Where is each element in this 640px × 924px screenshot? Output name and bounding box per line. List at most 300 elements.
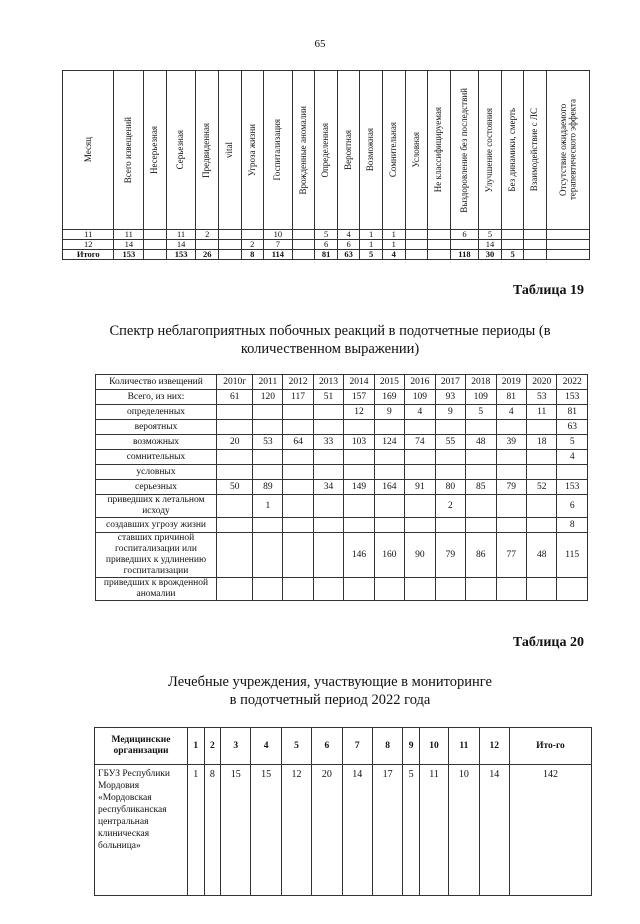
table-cell — [557, 465, 588, 480]
table-cell: 33 — [313, 435, 343, 450]
table-cell: 79 — [435, 533, 465, 578]
table-cell: 5 — [466, 405, 496, 420]
table-cell — [217, 465, 253, 480]
table-cell: 48 — [526, 533, 556, 578]
row-label: Всего, из них: — [96, 390, 217, 405]
table-cell — [313, 495, 343, 518]
table-cell — [217, 495, 253, 518]
column-header-text: Без динамики, смерть — [506, 108, 517, 192]
table-cell — [496, 518, 526, 533]
table-cell — [283, 578, 313, 601]
table-cell: 64 — [283, 435, 313, 450]
table-cell: 109 — [405, 390, 435, 405]
table-cell — [496, 578, 526, 601]
table-cell: 169 — [374, 390, 404, 405]
table-cell: 10 — [264, 230, 293, 240]
table-cell — [217, 533, 253, 578]
row-label: возможных — [96, 435, 217, 450]
column-header — [218, 71, 241, 230]
column-header-text: Всего извещений — [123, 116, 134, 184]
table-cell: 10 — [449, 765, 479, 896]
year-header: 2011 — [253, 375, 283, 390]
table-cell: 80 — [435, 480, 465, 495]
table-cell — [526, 450, 556, 465]
column-header-text: Выздоровление без последствий — [458, 87, 469, 213]
column-header-text: Вероятная — [342, 130, 353, 170]
table-cell: 34 — [313, 480, 343, 495]
header-notification-count: Количество извещений — [96, 375, 217, 390]
column-header — [241, 71, 264, 230]
total-header: Ито-го — [509, 728, 591, 765]
column-header — [524, 71, 547, 230]
table-cell — [501, 230, 524, 240]
column-header — [114, 71, 144, 230]
table-cell — [292, 250, 315, 260]
table-row — [95, 765, 592, 896]
table-cell: 11 — [166, 230, 196, 240]
table-cell — [435, 450, 465, 465]
table-cell: 5 — [557, 435, 588, 450]
table-cell: 20 — [312, 765, 342, 896]
table3-header-row — [95, 728, 592, 765]
column-header — [382, 71, 405, 230]
column-header-text: Предвиденная — [201, 122, 212, 178]
table-row — [96, 420, 588, 435]
table-20-title-line2: в подотчетный период 2022 года — [229, 692, 431, 708]
table-cell: 153 — [166, 250, 196, 260]
table-cell — [283, 405, 313, 420]
month-header: 10 — [419, 728, 448, 765]
table-cell — [144, 230, 167, 240]
column-header-text: Сомнительная — [388, 122, 398, 178]
year-header: 2014 — [344, 375, 374, 390]
year-header: 2012 — [283, 375, 313, 390]
table-cell — [253, 465, 283, 480]
table-cell — [546, 230, 589, 240]
table-cell: 50 — [217, 480, 253, 495]
table-cell — [217, 450, 253, 465]
table-row — [96, 405, 588, 420]
table-row — [96, 435, 588, 450]
table-cell: 164 — [374, 480, 404, 495]
column-header-text: Несерьезная — [149, 125, 160, 175]
table-cell — [435, 420, 465, 435]
month-header: 1 — [188, 728, 205, 765]
adverse-reactions-spectrum-table — [95, 374, 588, 601]
column-header — [450, 71, 479, 230]
table-cell — [253, 405, 283, 420]
table-cell — [144, 250, 167, 260]
table-cell: 93 — [435, 390, 465, 405]
table-cell — [283, 465, 313, 480]
year-header: 2013 — [313, 375, 343, 390]
table-cell: 4 — [337, 230, 360, 240]
table2-header-row — [96, 375, 588, 390]
table-row — [63, 240, 590, 250]
year-header: 2022 — [557, 375, 588, 390]
table-cell: 18 — [526, 435, 556, 450]
table-cell: 52 — [526, 480, 556, 495]
table-cell — [344, 420, 374, 435]
table-cell: 51 — [313, 390, 343, 405]
table-cell — [466, 578, 496, 601]
table-cell — [253, 578, 283, 601]
table-cell: 160 — [374, 533, 404, 578]
row-label: приведших к врожденной аномалии — [96, 578, 217, 601]
table-cell: 20 — [217, 435, 253, 450]
table-cell — [466, 495, 496, 518]
month-header: 12 — [479, 728, 509, 765]
table-cell — [217, 420, 253, 435]
table-cell — [218, 240, 241, 250]
column-header — [405, 71, 428, 230]
column-header — [360, 71, 383, 230]
column-header — [428, 71, 451, 230]
table-cell — [466, 465, 496, 480]
table-cell: 1 — [360, 240, 383, 250]
table-cell: 1 — [382, 240, 405, 250]
table-cell — [524, 240, 547, 250]
table-cell: 6 — [557, 495, 588, 518]
table-cell: 118 — [450, 250, 479, 260]
column-header — [166, 71, 196, 230]
table-cell — [496, 420, 526, 435]
table-cell: 5 — [479, 230, 502, 240]
table-cell — [428, 230, 451, 240]
month-header: 6 — [312, 728, 342, 765]
table-cell: 15 — [221, 765, 251, 896]
table-cell: 14 — [479, 240, 502, 250]
table-cell: 55 — [435, 435, 465, 450]
table-row — [96, 518, 588, 533]
column-header — [196, 71, 219, 230]
row-label: ставших причиной госпитализации или приведших к удлинению госпитализации — [96, 533, 217, 578]
table-cell: 2 — [435, 495, 465, 518]
table-cell: 77 — [496, 533, 526, 578]
table-cell: 109 — [466, 390, 496, 405]
month-header: 9 — [403, 728, 420, 765]
table-cell: 2 — [241, 240, 264, 250]
participating-institutions-table — [94, 727, 592, 896]
table-cell: 103 — [344, 435, 374, 450]
table-cell: 146 — [344, 533, 374, 578]
column-header-text: Отсутствие ожидаемого терапевтического эффекта — [557, 99, 577, 201]
table-row — [96, 533, 588, 578]
table-cell: 117 — [283, 390, 313, 405]
table-cell: 30 — [479, 250, 502, 260]
row-label: создавших угрозу жизни — [96, 518, 217, 533]
table-cell — [405, 518, 435, 533]
column-header — [501, 71, 524, 230]
table-19-title: Спектр неблагоприятных побочных реакций в подотчетные периоды (в количественном выражении) — [109, 323, 551, 357]
table-cell: 7 — [264, 240, 293, 250]
table-cell: 79 — [496, 480, 526, 495]
table-cell: 153 — [557, 480, 588, 495]
table-cell — [524, 250, 547, 260]
column-header — [315, 71, 338, 230]
column-header-text: vital — [224, 142, 235, 158]
table-20-caption: Таблица 20 — [512, 635, 584, 650]
table-cell: 12 — [344, 405, 374, 420]
table-20-title — [100, 673, 560, 709]
table-cell: 39 — [496, 435, 526, 450]
table-cell: 74 — [405, 435, 435, 450]
table-cell — [374, 420, 404, 435]
column-header-text: Определенная — [320, 122, 331, 178]
table-cell: 1 — [360, 230, 383, 240]
table-cell — [374, 465, 404, 480]
table-cell — [405, 240, 428, 250]
table-cell: 11 — [419, 765, 448, 896]
table-cell — [217, 518, 253, 533]
table-cell: 53 — [526, 390, 556, 405]
table-row — [96, 578, 588, 601]
table-cell: 4 — [405, 405, 435, 420]
table-cell: 8 — [241, 250, 264, 260]
table-cell: 63 — [557, 420, 588, 435]
table-cell — [144, 240, 167, 250]
table-cell: 153 — [114, 250, 144, 260]
row-label: сомнительных — [96, 450, 217, 465]
table-cell — [313, 578, 343, 601]
table-cell — [450, 240, 479, 250]
table-cell: 124 — [374, 435, 404, 450]
table-cell — [313, 518, 343, 533]
row-label: серьезных — [96, 480, 217, 495]
table-cell: 9 — [374, 405, 404, 420]
table-cell — [344, 465, 374, 480]
table-cell — [405, 450, 435, 465]
table-cell — [435, 465, 465, 480]
table-cell: 89 — [253, 480, 283, 495]
table-cell — [292, 230, 315, 240]
column-header — [292, 71, 315, 230]
table-cell: 12 — [63, 240, 114, 250]
table-cell: 5 — [360, 250, 383, 260]
column-header-text: Угроза жизни — [246, 123, 257, 177]
table-cell — [526, 578, 556, 601]
table-cell — [466, 420, 496, 435]
column-header-text: Госпитализация — [272, 119, 283, 181]
table-cell — [501, 240, 524, 250]
table-cell — [526, 495, 556, 518]
table-cell: 120 — [253, 390, 283, 405]
table-cell: 14 — [342, 765, 372, 896]
table-cell: 1 — [253, 495, 283, 518]
table-cell: 2 — [196, 230, 219, 240]
table-cell — [344, 578, 374, 601]
table-cell: 6 — [337, 240, 360, 250]
table-cell: 11 — [526, 405, 556, 420]
table-cell: 90 — [405, 533, 435, 578]
adverse-reactions-by-month-table — [62, 70, 590, 260]
table-cell — [313, 405, 343, 420]
table-cell: 6 — [315, 240, 338, 250]
year-header: 2018 — [466, 375, 496, 390]
column-header — [337, 71, 360, 230]
table-cell: 157 — [344, 390, 374, 405]
column-header — [479, 71, 502, 230]
column-header — [264, 71, 293, 230]
table-cell: 5 — [403, 765, 420, 896]
table-cell: 81 — [315, 250, 338, 260]
table-cell — [283, 480, 313, 495]
table-cell: 91 — [405, 480, 435, 495]
table-cell — [344, 450, 374, 465]
table-cell — [196, 240, 219, 250]
table-cell — [405, 230, 428, 240]
table-cell — [405, 250, 428, 260]
table-cell — [374, 450, 404, 465]
table-cell: Итого — [63, 250, 114, 260]
year-header: 2019 — [496, 375, 526, 390]
column-header — [63, 71, 114, 230]
table-cell: 53 — [253, 435, 283, 450]
table-cell — [546, 240, 589, 250]
table-cell — [217, 405, 253, 420]
table-cell: 15 — [251, 765, 281, 896]
column-header-text: Не классифицируемая — [433, 107, 444, 193]
table-cell: 153 — [557, 390, 588, 405]
table-cell: 4 — [557, 450, 588, 465]
table-cell — [218, 230, 241, 240]
table-cell — [241, 230, 264, 240]
table-cell: 5 — [501, 250, 524, 260]
month-header: 5 — [281, 728, 311, 765]
table-cell — [466, 450, 496, 465]
table-cell: 1 — [382, 230, 405, 240]
row-label: вероятных — [96, 420, 217, 435]
month-header: 7 — [342, 728, 372, 765]
table-cell — [253, 518, 283, 533]
table-cell: 4 — [382, 250, 405, 260]
year-header: 2020 — [526, 375, 556, 390]
column-header-text: Месяц — [82, 137, 93, 163]
column-header — [546, 71, 589, 230]
table-cell — [405, 420, 435, 435]
page-number: 65 — [314, 38, 326, 50]
table-cell — [313, 465, 343, 480]
month-header: 11 — [449, 728, 479, 765]
table-cell — [524, 230, 547, 240]
table-row — [96, 495, 588, 518]
table-cell: 115 — [557, 533, 588, 578]
table-cell — [344, 518, 374, 533]
table-cell: 4 — [496, 405, 526, 420]
table-cell — [253, 450, 283, 465]
month-header: 8 — [372, 728, 402, 765]
month-header: 3 — [221, 728, 251, 765]
row-label: определенных — [96, 405, 217, 420]
table-cell — [435, 578, 465, 601]
table-cell: 48 — [466, 435, 496, 450]
table-cell — [557, 578, 588, 601]
table-cell — [283, 420, 313, 435]
column-header-text: Возможная — [365, 128, 376, 172]
table-cell — [283, 533, 313, 578]
organization-name: ГБУЗ Республики Мордовия «Мордовская республиканская центральная клиническая больница» — [95, 765, 188, 896]
table-cell: 14 — [114, 240, 144, 250]
column-header-text: Врожденные аномалии — [297, 105, 308, 195]
table-cell — [405, 465, 435, 480]
table-cell: 12 — [281, 765, 311, 896]
table-cell — [496, 465, 526, 480]
table-cell — [546, 250, 589, 260]
table-cell — [526, 518, 556, 533]
total-cell: 142 — [509, 765, 591, 896]
column-header — [144, 71, 167, 230]
column-header-text: Взаимодействие с ЛС — [529, 108, 540, 192]
column-header-text: Серьезная — [175, 130, 186, 170]
table1-header-row — [63, 71, 590, 230]
table-cell — [313, 450, 343, 465]
table-cell: 11 — [114, 230, 144, 240]
table-cell: 81 — [496, 390, 526, 405]
table-cell: 149 — [344, 480, 374, 495]
table-cell — [466, 518, 496, 533]
month-header: 4 — [251, 728, 281, 765]
table-cell: 6 — [450, 230, 479, 240]
column-header-text: Улучшение состояния — [484, 107, 495, 193]
table-20-title-line1: Лечебные учреждения, участвующие в мониторинге — [168, 674, 492, 690]
year-header: 2016 — [405, 375, 435, 390]
row-label: условных — [96, 465, 217, 480]
year-header: 2010г — [217, 375, 253, 390]
column-header-text: Условная — [410, 132, 421, 168]
table-row — [96, 450, 588, 465]
table-cell — [313, 420, 343, 435]
table-cell: 8 — [557, 518, 588, 533]
table-row — [63, 250, 590, 260]
table-cell — [344, 495, 374, 518]
table-cell — [496, 450, 526, 465]
table-cell — [405, 495, 435, 518]
table-cell — [496, 495, 526, 518]
header-organizations: Медицинские организации — [95, 728, 188, 765]
table-cell — [428, 250, 451, 260]
table-cell — [313, 533, 343, 578]
table-cell — [435, 518, 465, 533]
table-cell — [526, 420, 556, 435]
table-cell — [283, 450, 313, 465]
table-row — [96, 390, 588, 405]
table-19-caption: Таблица 19 — [512, 283, 584, 298]
table-cell — [292, 240, 315, 250]
table-row — [63, 230, 590, 240]
table-row — [96, 480, 588, 495]
table-cell: 114 — [264, 250, 293, 260]
table-cell — [374, 495, 404, 518]
table-cell — [405, 578, 435, 601]
table-cell — [374, 578, 404, 601]
table-cell: 61 — [217, 390, 253, 405]
table-cell: 11 — [63, 230, 114, 240]
month-header: 2 — [204, 728, 221, 765]
table-cell: 5 — [315, 230, 338, 240]
table-cell — [374, 518, 404, 533]
table-cell: 63 — [337, 250, 360, 260]
row-label: приведших к летальном исходу — [96, 495, 217, 518]
table-cell: 14 — [479, 765, 509, 896]
year-header: 2017 — [435, 375, 465, 390]
table-cell — [283, 495, 313, 518]
table-cell — [428, 240, 451, 250]
table-cell: 17 — [372, 765, 402, 896]
table-cell — [283, 518, 313, 533]
table-cell: 85 — [466, 480, 496, 495]
table-cell: 86 — [466, 533, 496, 578]
table-cell — [218, 250, 241, 260]
